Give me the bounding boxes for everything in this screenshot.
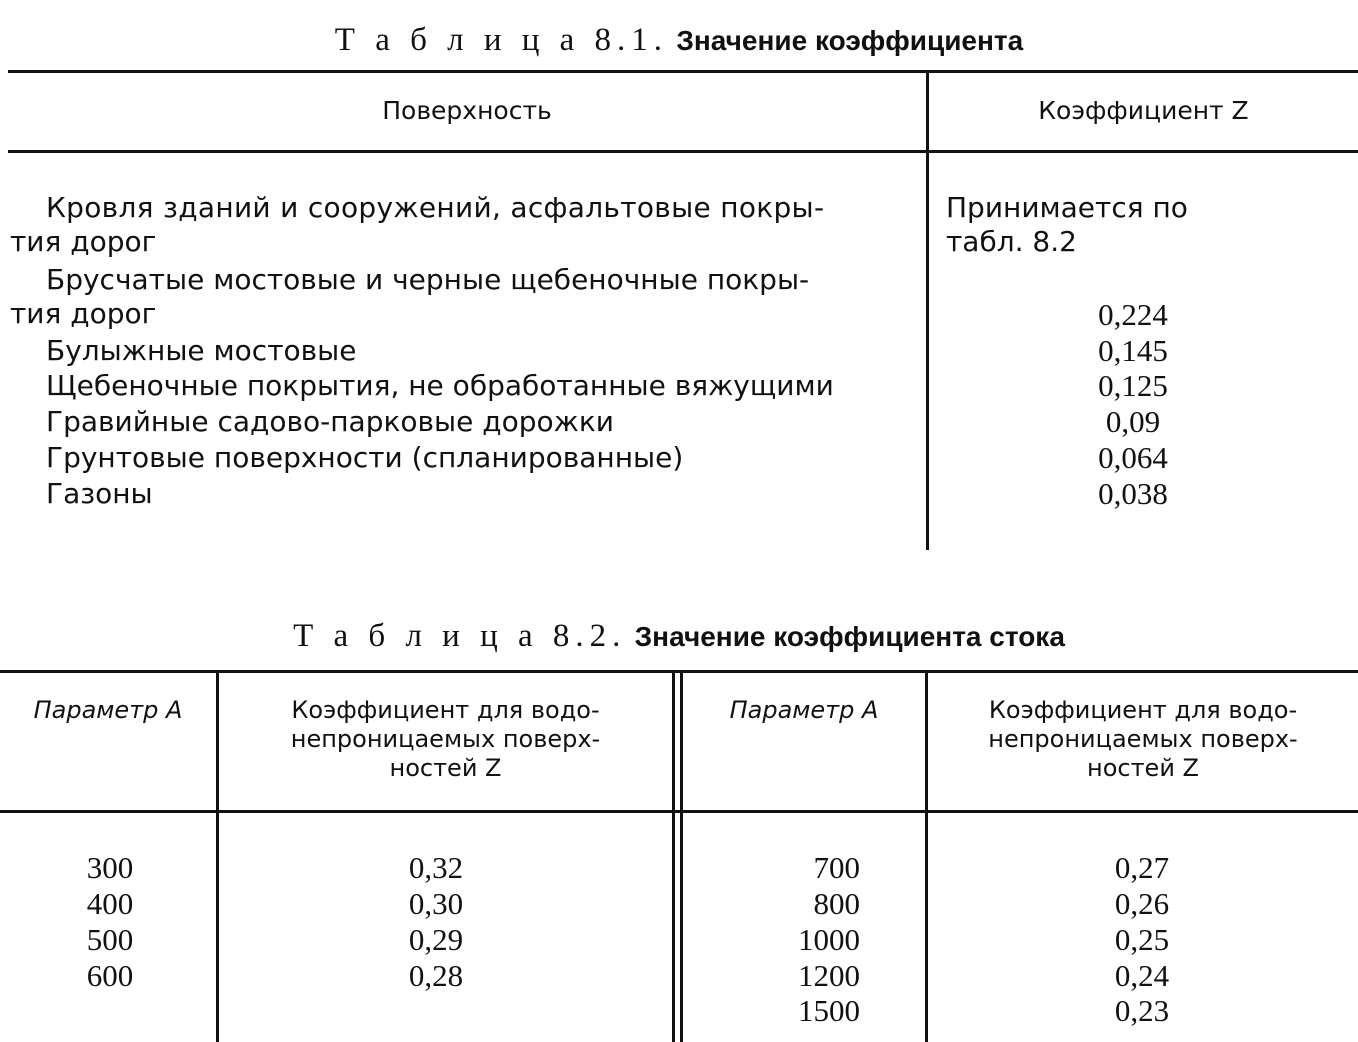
table2-right-coef-4: 0,24 — [1114, 958, 1170, 993]
table1-row-6: Грунтовые поверхности (спланированные) — [46, 441, 684, 474]
table2-header-coef-right-line3: ностей Z — [1087, 754, 1199, 782]
table1-row-4: Щебеночные покрытия, не обработанные вяжущими — [46, 369, 834, 402]
table2-right-coef-3: 0,25 — [1114, 922, 1170, 957]
table2-top-rule — [0, 670, 1358, 673]
table1-row-2-line2: тия дорог — [10, 297, 157, 330]
table2-header-coef-right — [928, 696, 1358, 783]
table2-left-param-4: 600 — [86, 958, 134, 993]
table2-right-param-3: 1000 — [798, 922, 860, 957]
table1-row-3: Булыжные мостовые — [46, 334, 357, 367]
table2-left-param-1: 300 — [86, 850, 134, 885]
table2-left-coef-4: 0,28 — [408, 958, 464, 993]
table1-header-rule — [8, 150, 1358, 153]
table2-right-param-5: 1500 — [798, 993, 860, 1028]
table2-left-param-2: 400 — [86, 886, 134, 921]
table2-header-coef-left-line2: непроницаемых поверх- — [290, 725, 601, 753]
table2-header-param-left: Параметр A — [33, 696, 183, 724]
table1-row-5: Гравийные садово-парковые дорожки — [46, 405, 614, 438]
table2-right-param-2: 800 — [813, 886, 860, 921]
table1-row-2-value: 0,224 — [1098, 297, 1168, 332]
table2-left-coef-1: 0,32 — [408, 850, 464, 885]
table1-row-7-value: 0,038 — [1098, 476, 1168, 511]
table2-left-coef-2: 0,30 — [408, 886, 464, 921]
table2-right-coef-1: 0,27 — [1114, 850, 1170, 885]
table1-header-coefficient: Коэффициент Z — [1038, 96, 1249, 125]
table2-right-coef-2: 0,26 — [1114, 886, 1170, 921]
table2-caption-title: Значение коэффициента стока — [634, 621, 1065, 652]
table2-right-param-4: 1200 — [798, 958, 860, 993]
table1-row-7: Газоны — [46, 477, 153, 510]
table2-divider-double-b — [680, 672, 683, 1042]
table2-header-coef-right-line2: непроницаемых поверх- — [988, 725, 1298, 753]
table1-row-1-value-line2: табл. 8.2 — [946, 225, 1077, 258]
table2-header-coef-right-line1: Коэффициент для водо- — [988, 696, 1298, 724]
table1-row-5-value: 0,09 — [1105, 404, 1161, 439]
table2-header-coef-left-line1: Коэффициент для водо- — [291, 696, 600, 724]
table1-row-1-line2: тия дорог — [10, 225, 157, 258]
table1-caption — [0, 22, 1358, 59]
table2-left-param-3: 500 — [86, 922, 134, 957]
table2-right-coef-5: 0,23 — [1114, 993, 1170, 1028]
table1-row-4-value: 0,125 — [1098, 368, 1168, 403]
table2-header-param-right: Параметр A — [729, 696, 879, 724]
table2-caption — [0, 618, 1358, 655]
table1-row-1-value-line1: Принимается по — [946, 191, 1188, 224]
table2-header-coef-left — [219, 696, 672, 783]
table1-row-6-value: 0,064 — [1098, 440, 1168, 475]
table1-caption-title: Значение коэффициента — [676, 25, 1024, 56]
table1-header-surface: Поверхность — [382, 96, 552, 125]
table1-row-3-value: 0,145 — [1098, 333, 1168, 368]
table2-right-param-1: 700 — [813, 850, 860, 885]
table1-top-rule — [8, 70, 1358, 73]
table2-header-rule — [0, 810, 1358, 813]
table2-left-coef-3: 0,29 — [408, 922, 464, 957]
table2-divider-double-a — [672, 672, 675, 1042]
table1-column-divider — [926, 72, 929, 550]
table1-caption-label: Т а б л и ц а 8.1. — [334, 22, 669, 58]
table1-row-2-line1: Брусчатые мостовые и черные щебеночные покры- — [46, 263, 810, 296]
table1-row-1-line1: Кровля зданий и сооружений, асфальтовые покры- — [46, 191, 825, 224]
table2-caption-label: Т а б л и ц а 8.2. — [293, 618, 627, 654]
table2-header-coef-left-line3: ностей Z — [389, 754, 502, 782]
